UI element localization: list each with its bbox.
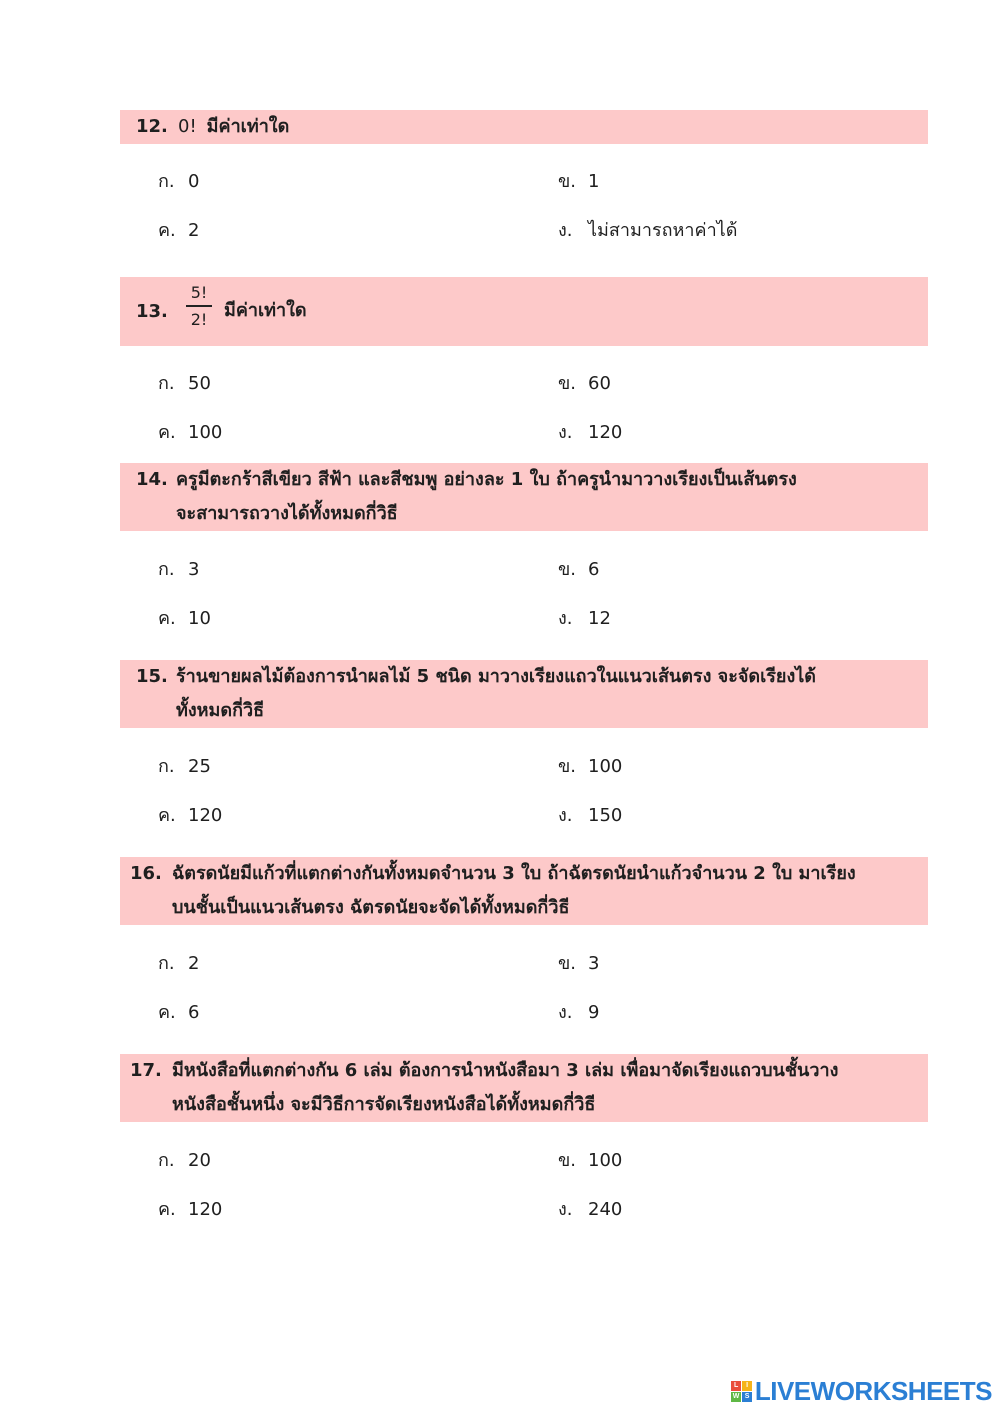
option-c[interactable] — [158, 215, 199, 244]
option-c[interactable] — [158, 1194, 222, 1223]
option-c[interactable] — [158, 997, 199, 1026]
option-label: ค. — [158, 1199, 176, 1220]
option-value: 100 — [588, 756, 623, 777]
option-label: ข. — [558, 1150, 577, 1171]
option-value: 20 — [188, 1150, 211, 1171]
option-label: ค. — [158, 1002, 176, 1023]
question-number: 15. — [136, 666, 168, 687]
option-value: 120 — [188, 805, 223, 826]
option-label: ง. — [558, 220, 573, 241]
question-text — [178, 110, 289, 144]
option-b[interactable] — [558, 554, 599, 583]
option-a[interactable] — [158, 554, 199, 583]
option-value: 240 — [588, 1199, 623, 1220]
option-label: ค. — [158, 220, 176, 241]
liveworksheets-logo — [731, 1376, 992, 1407]
question-text — [176, 463, 797, 531]
question-prompt: มีค่าเท่าใด — [206, 116, 290, 137]
option-label: ง. — [558, 1002, 573, 1023]
option-d[interactable] — [558, 215, 737, 244]
option-label: ก. — [158, 953, 175, 974]
option-label: ง. — [558, 422, 573, 443]
option-d[interactable] — [558, 997, 599, 1026]
question-line-1: ฉัตรดนัยมีแก้วที่แตกต่างกันทั้งหมดจำนวน 3 ใบ ถ้าฉัตรดนัยนำแก้วจำนวน 2 ใบ มาเรียง — [172, 863, 856, 884]
option-a[interactable] — [158, 948, 199, 977]
option-value: 12 — [588, 608, 611, 629]
question-line-2: ทั้งหมดกี่วิธี — [176, 700, 265, 721]
factorial-expression: 0! — [178, 116, 197, 137]
option-label: ข. — [558, 171, 577, 192]
option-label: ข. — [558, 953, 577, 974]
question-line-2: หนังสือชั้นหนึ่ง จะมีวิธีการจัดเรียงหนังสือได้ทั้งหมดกี่วิธี — [172, 1094, 596, 1115]
question-16-bar — [120, 857, 928, 925]
fraction-bar — [186, 305, 212, 307]
question-text — [172, 857, 856, 925]
fraction-numerator: 5! — [190, 283, 208, 302]
option-value: 2 — [188, 953, 200, 974]
option-label: ง. — [558, 805, 573, 826]
option-value: 6 — [188, 1002, 200, 1023]
fraction-denominator: 2! — [190, 309, 208, 329]
option-label: ข. — [558, 756, 577, 777]
fraction — [186, 283, 212, 329]
option-b[interactable] — [558, 368, 611, 397]
option-b[interactable] — [558, 751, 622, 780]
question-number: 16. — [130, 863, 162, 884]
option-a[interactable] — [158, 751, 211, 780]
option-value: 60 — [588, 373, 611, 394]
option-value: 9 — [588, 1002, 600, 1023]
option-value: ไม่สามารถหาค่าได้ — [588, 220, 738, 241]
question-15-bar — [120, 660, 928, 728]
question-number: 17. — [130, 1060, 162, 1081]
question-line-2: บนชั้นเป็นแนวเส้นตรง ฉัตรดนัยจะจัดได้ทั้งหมดกี่วิธี — [172, 897, 570, 918]
option-d[interactable] — [558, 1194, 622, 1223]
option-label: ก. — [158, 559, 175, 580]
option-label: ก. — [158, 373, 175, 394]
option-d[interactable] — [558, 603, 611, 632]
option-value: 10 — [188, 608, 211, 629]
question-line-1: ครูมีตะกร้าสีเขียว สีฟ้า และสีชมพู อย่างละ 1 ใบ ถ้าครูนำมาวางเรียงเป็นเส้นตรง — [176, 469, 797, 490]
option-b[interactable] — [558, 948, 599, 977]
logo-letter: S — [742, 1392, 752, 1402]
question-14-bar — [120, 463, 928, 531]
question-number: 12. — [136, 116, 168, 137]
logo-letter: I — [742, 1381, 752, 1391]
option-c[interactable] — [158, 417, 222, 446]
option-value: 3 — [588, 953, 600, 974]
option-b[interactable] — [558, 1145, 622, 1174]
option-value: 25 — [188, 756, 211, 777]
option-a[interactable] — [158, 166, 199, 195]
option-c[interactable] — [158, 800, 222, 829]
question-12-bar — [120, 110, 928, 144]
question-13-bar — [120, 277, 928, 346]
question-line-2: จะสามารถวางได้ทั้งหมดกี่วิธี — [176, 503, 398, 524]
option-value: 3 — [188, 559, 200, 580]
option-label: ข. — [558, 373, 577, 394]
option-d[interactable] — [558, 800, 622, 829]
option-value: 2 — [188, 220, 200, 241]
option-value: 120 — [588, 422, 623, 443]
question-number: 13. — [136, 301, 168, 322]
option-value: 100 — [588, 1150, 623, 1171]
question-number: 14. — [136, 469, 168, 490]
question-text — [172, 1054, 838, 1122]
option-b[interactable] — [558, 166, 599, 195]
logo-icon — [731, 1381, 753, 1403]
option-label: ก. — [158, 756, 175, 777]
option-d[interactable] — [558, 417, 622, 446]
option-value: 1 — [588, 171, 600, 192]
option-value: 100 — [188, 422, 223, 443]
question-17-bar — [120, 1054, 928, 1122]
option-label: ก. — [158, 1150, 175, 1171]
option-label: ข. — [558, 559, 577, 580]
question-text — [176, 660, 816, 728]
brand-name: LIVEWORKSHEETS — [754, 1376, 992, 1406]
option-a[interactable] — [158, 368, 211, 397]
question-line-1: ร้านขายผลไม้ต้องการนำผลไม้ 5 ชนิด มาวางเรียงแถวในแนวเส้นตรง จะจัดเรียงได้ — [176, 666, 816, 687]
option-c[interactable] — [158, 603, 211, 632]
option-a[interactable] — [158, 1145, 211, 1174]
logo-letter: W — [732, 1393, 739, 1400]
option-value: 6 — [588, 559, 600, 580]
option-value: 150 — [588, 805, 623, 826]
option-label: ง. — [558, 1199, 573, 1220]
option-value: 50 — [188, 373, 211, 394]
option-value: 0 — [188, 171, 200, 192]
option-label: ค. — [158, 805, 176, 826]
question-prompt: มีค่าเท่าใด — [224, 300, 307, 321]
option-label: ก. — [158, 171, 175, 192]
option-label: ค. — [158, 422, 176, 443]
option-label: ค. — [158, 608, 176, 629]
question-line-1: มีหนังสือที่แตกต่างกัน 6 เล่ม ต้องการนำหนังสือมา 3 เล่ม เพื่อมาจัดเรียงแถวบนชั้นวาง — [172, 1060, 839, 1081]
option-label: ง. — [558, 608, 573, 629]
logo-letter: L — [731, 1381, 741, 1391]
option-value: 120 — [188, 1199, 223, 1220]
